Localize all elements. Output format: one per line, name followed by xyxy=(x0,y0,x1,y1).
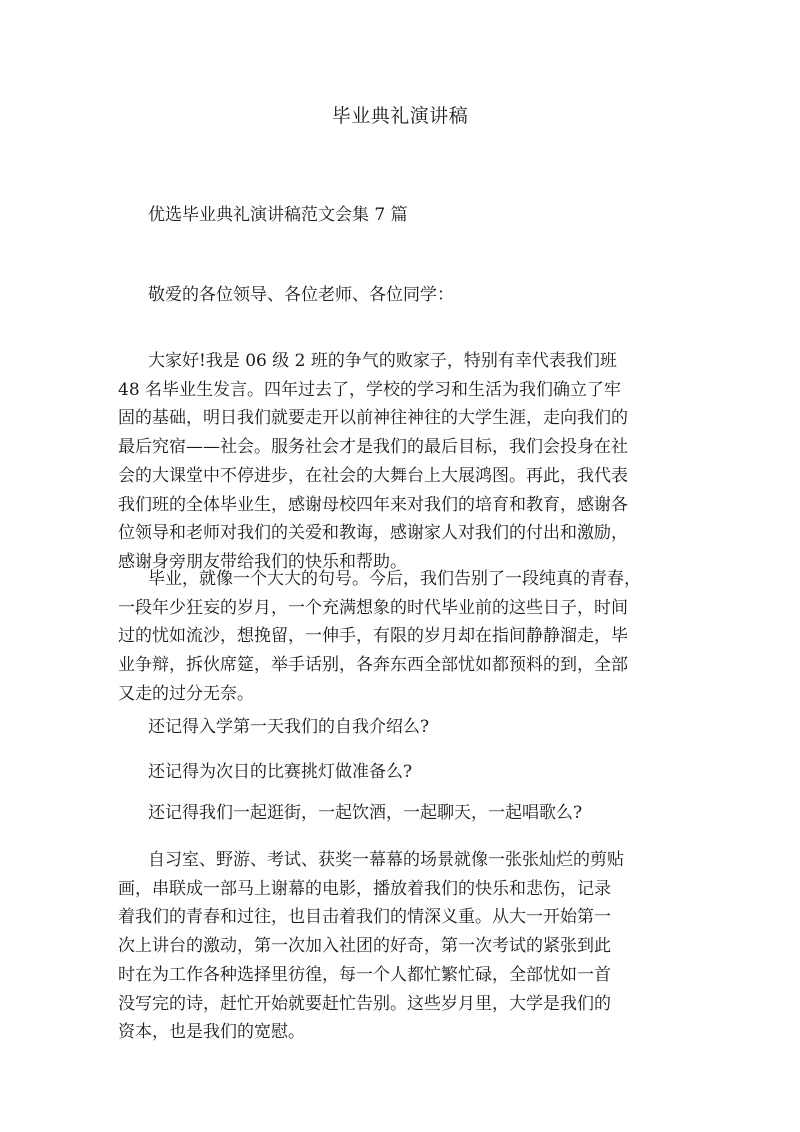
paragraph-line: 感谢身旁朋友带给我们的快乐和帮助。 xyxy=(118,551,407,572)
paragraph-line: 一段年少狂妄的岁月，一个充满想象的时代毕业前的这些日子，时间 xyxy=(118,597,628,618)
paragraph-line: 过的忧如流沙，想挽留，一伸手，有限的岁月却在指间静静溜走，毕 xyxy=(118,626,628,647)
paragraph-line: 大家好!我是 06 级 2 班的争气的败家子，特别有幸代表我们班 xyxy=(148,351,617,371)
paragraph-line: 画，串联成一部马上谢幕的电影，播放着我们的快乐和悲伤，记录 xyxy=(118,878,611,899)
paragraph-1 xyxy=(118,347,684,577)
document-title: 毕业典礼演讲稿 xyxy=(331,105,469,127)
paragraph-line: 时在为工作各种选择里彷徨，每一个人都忙繁忙碌，全部忧如一首 xyxy=(118,964,611,985)
paragraph-line: 自习室、野游、考试、获奖一幕幕的场景就像一张张灿烂的剪贴 xyxy=(148,850,624,870)
paragraph-line: 又走的过分无奈。 xyxy=(118,683,254,704)
question-line-1: 还记得入学第一天我们的自我介绍么? xyxy=(148,717,430,737)
paragraph-line: 固的基础，明日我们就要走开以前神往神往的大学生涯，走向我们的 xyxy=(118,408,628,429)
paragraph-line: 最后究宿——社会。服务社会才是我们的最后目标，我们会投身在社 xyxy=(118,437,628,458)
paragraph-line: 资本，也是我们的宽慰。 xyxy=(118,1022,305,1043)
document-subtitle: 优选毕业典礼演讲稿范文会集 7 篇 xyxy=(148,205,408,225)
paragraph-line: 毕业，就像一个大大的句号。今后，我们告别了一段纯真的青春， xyxy=(148,569,641,589)
paragraph-line: 次上讲台的激动，第一次加入社团的好奇，第一次考试的紧张到此 xyxy=(118,936,611,957)
paragraph-line: 会的大课堂中不停进步，在社会的大舞台上大展鸿图。再此，我代表 xyxy=(118,465,628,486)
paragraph-line: 48 名毕业生发言。四年过去了，学校的学习和生活为我们确立了牢 xyxy=(118,379,622,400)
paragraph-3 xyxy=(118,846,684,1047)
paragraph-line: 着我们的青春和过往，也目击着我们的情深义重。从大一开始第一 xyxy=(118,907,611,928)
paragraph-line: 业争辩，拆伙席筵，举手话别，各奔东西全部忧如都预料的到，全部 xyxy=(118,655,628,676)
question-line-3: 还记得我们一起逛街，一起饮酒，一起聊天，一起唱歌么? xyxy=(148,803,583,823)
paragraph-line: 位领导和老师对我们的关爱和教诲，感谢家人对我们的付出和激励， xyxy=(118,523,628,544)
paragraph-line: 我们班的全体毕业生，感谢母校四年来对我们的培育和教育，感谢各 xyxy=(118,494,628,515)
greeting-line: 敬爱的各位领导、各位老师、各位同学： xyxy=(148,285,454,305)
paragraph-2 xyxy=(118,565,684,709)
question-line-2: 还记得为次日的比赛挑灯做准备么? xyxy=(148,762,413,782)
paragraph-line: 没写完的诗，赶忙开始就要赶忙告别。这些岁月里，大学是我们的 xyxy=(118,993,611,1014)
